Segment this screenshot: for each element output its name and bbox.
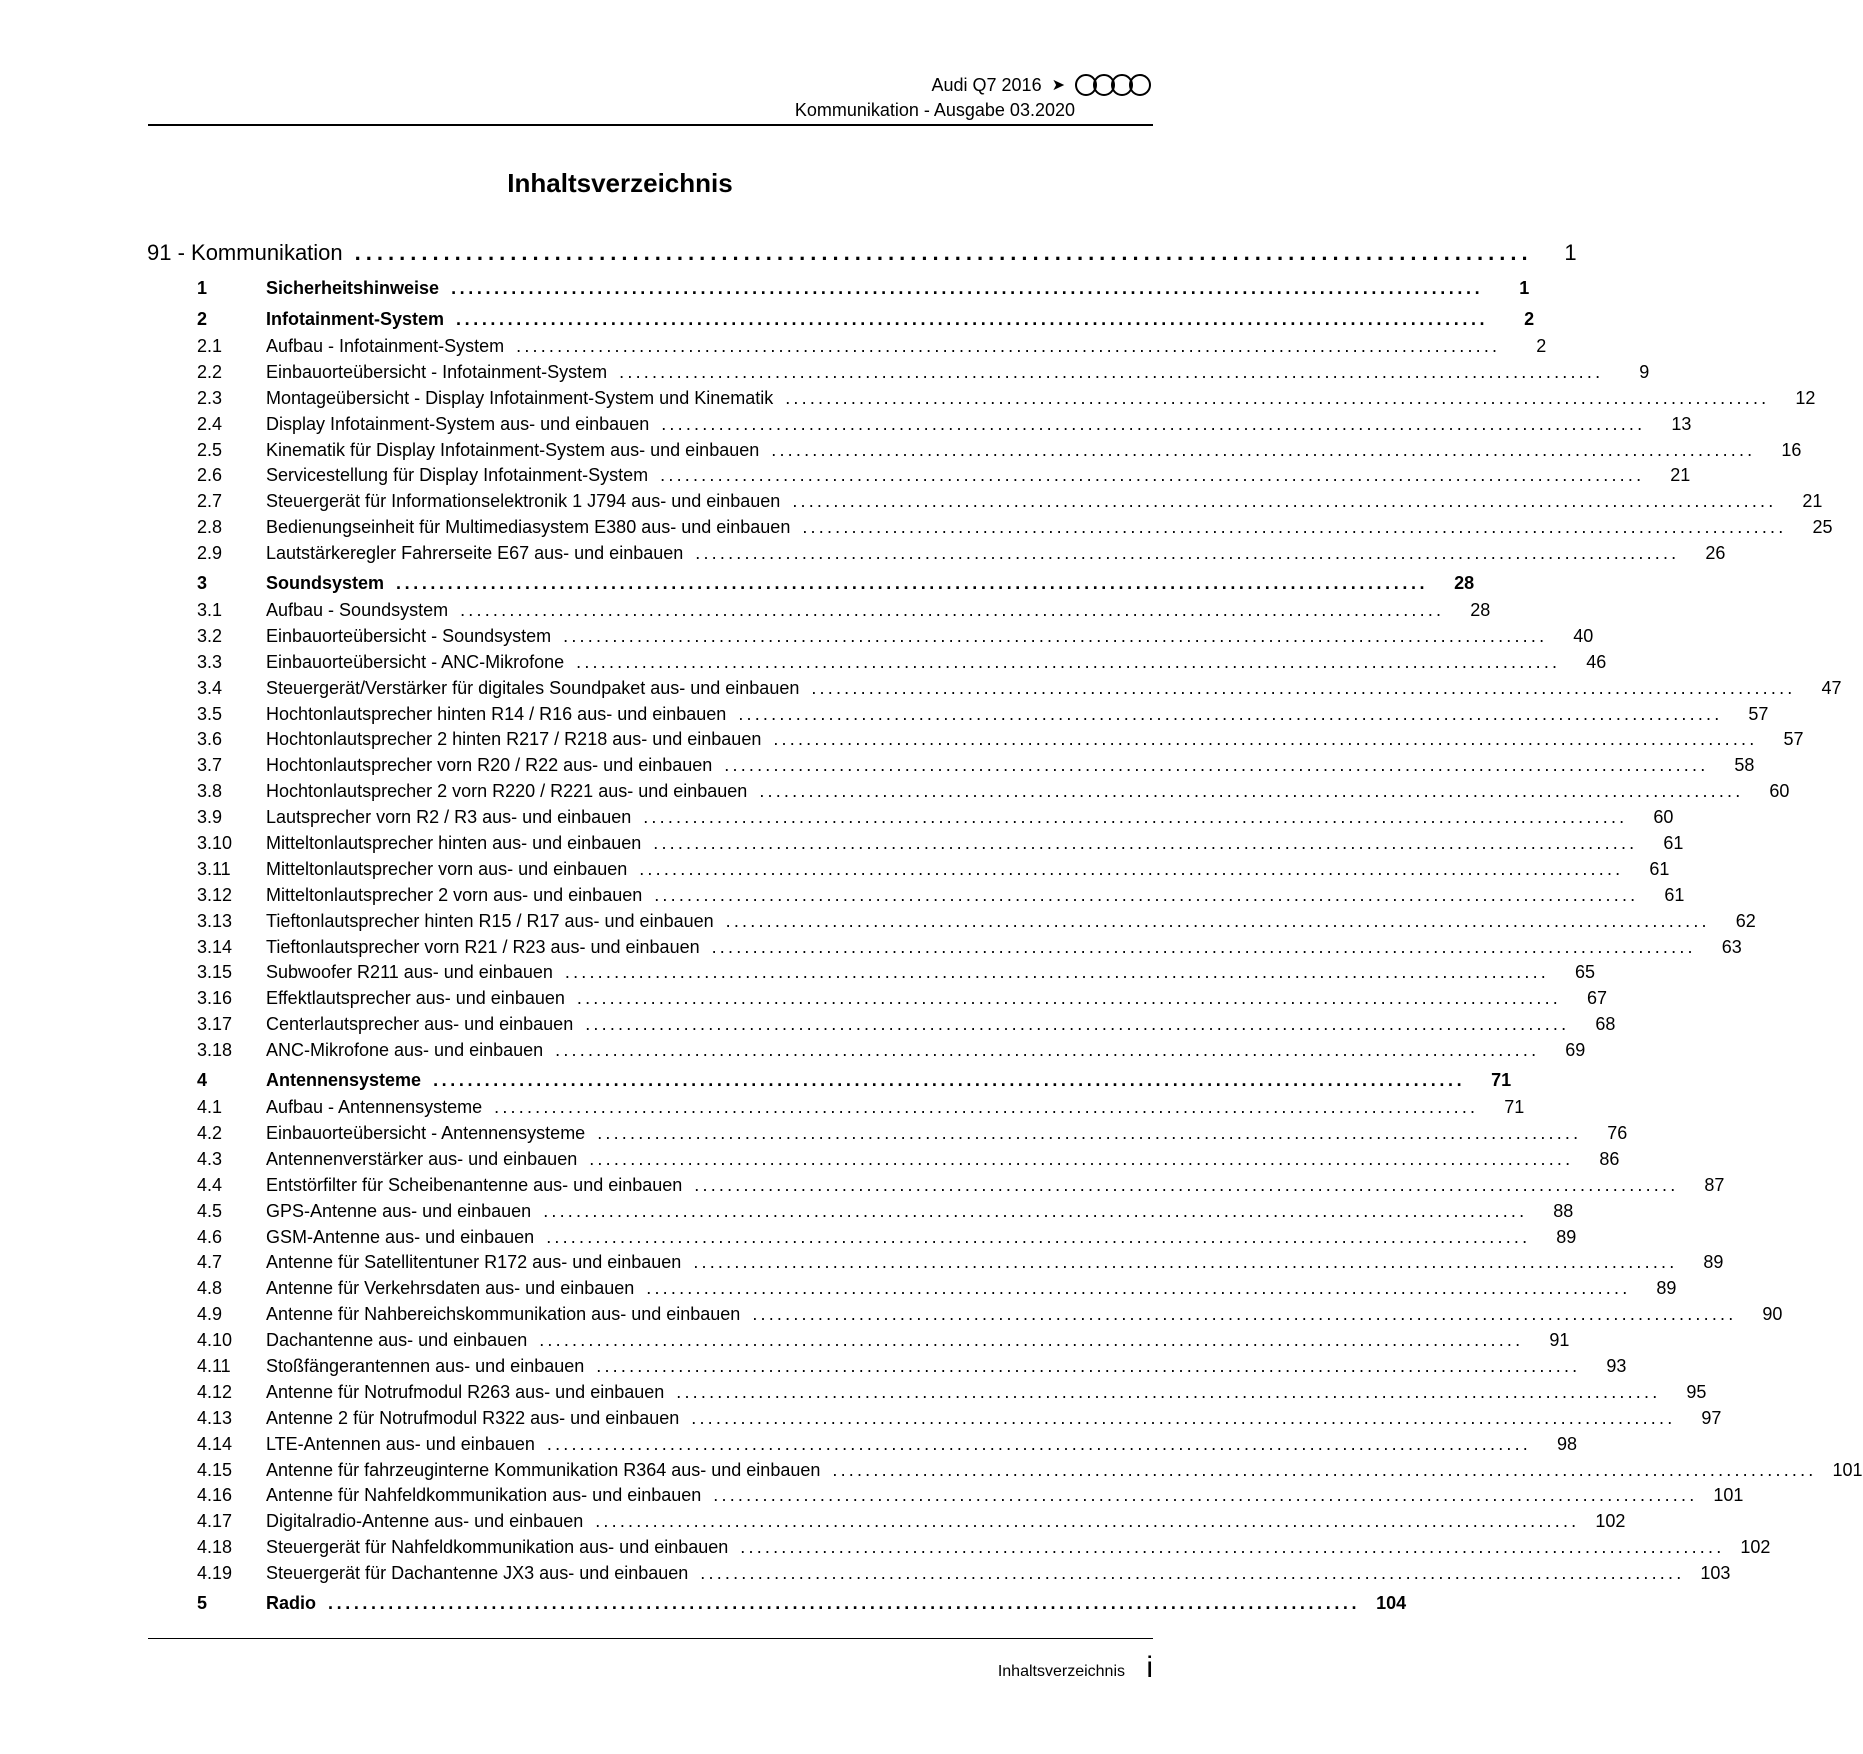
- toc-subsection-row[interactable]: [147, 1563, 1731, 1589]
- toc-leader-dots: ........................................................................................................................: [711, 936, 1696, 957]
- toc-entry-page: 102: [1595, 1511, 1626, 1532]
- toc-entry-number: 3.10: [197, 833, 233, 854]
- toc-entry-number: 3.15: [197, 962, 233, 983]
- toc-subsection-row[interactable]: [147, 884, 1685, 911]
- toc-entry-label: Montageübersicht - Display Infotainment-System und Kinematik: [266, 387, 774, 408]
- toc-entry-page: 61: [1663, 833, 1684, 854]
- toc-leader-dots: ........................................................................................................................: [516, 336, 1501, 356]
- toc-leader-dots: ........................................................................................................................: [646, 1278, 1631, 1299]
- audi-rings-logo-icon: [1075, 74, 1153, 96]
- toc-entry-page: 58: [1734, 755, 1755, 776]
- toc-entry-number: 4.3: [197, 1148, 223, 1169]
- toc-entry-page: 26: [1705, 543, 1726, 564]
- toc-leader-dots: ........................................................................................................................: [596, 1355, 1581, 1376]
- toc-entry-page: 62: [1735, 910, 1756, 931]
- toc-leader-dots: ........................................................................................................................: [643, 807, 1628, 828]
- toc-entry-page: 13: [1671, 413, 1692, 434]
- toc-subsection-row[interactable]: [147, 361, 1650, 388]
- toc-entry-number: 5: [197, 1592, 208, 1613]
- toc-entry-page: 16: [1781, 439, 1802, 460]
- toc-entry-label: Mitteltonlautsprecher vorn aus- und einbauen: [266, 858, 628, 879]
- toc-leader-dots: ........................................................................................................................: [752, 1304, 1737, 1325]
- toc-leader-dots: ........................................................................................................................: [738, 703, 1723, 724]
- toc-leader-dots: ........................................................................................................................: [773, 729, 1758, 750]
- toc-leader-dots: ........................................................................................................................: [546, 1226, 1531, 1247]
- toc-entry-page: 60: [1769, 781, 1790, 802]
- page-title: Inhaltsverzeichnis: [507, 168, 733, 198]
- toc-leader-dots: ........................................................................................................................: [654, 884, 1639, 905]
- toc-subsection-row[interactable]: [147, 833, 1684, 859]
- toc-entry-page: 69: [1565, 1040, 1586, 1061]
- toc-leader-dots: ........................................................................................................................: [785, 387, 1770, 408]
- toc-entry-label: Antenne für Notrufmodul R263 aus- und einbauen: [266, 1381, 665, 1402]
- toc-subsection-row[interactable]: [147, 962, 1595, 988]
- toc-entry-number: 2.3: [197, 387, 223, 408]
- toc-subsection-row[interactable]: [147, 387, 1816, 414]
- toc-entry-number: 1: [197, 278, 208, 298]
- toc-entry-label: Antennensysteme: [266, 1070, 422, 1091]
- toc-entry-label: Kinematik für Display Infotainment-System aus- und einbauen: [266, 439, 760, 460]
- toc-leader-dots: ........................................................................................................................: [589, 1148, 1574, 1169]
- toc-entry-page: 57: [1748, 703, 1769, 724]
- toc-entry-label: Lautstärkeregler Fahrerseite E67 aus- und einbauen: [266, 543, 684, 564]
- toc-leader-dots: ........................................................................................................................: [811, 677, 1796, 698]
- toc-subsection-row[interactable]: [147, 807, 1674, 833]
- toc-subsection-row[interactable]: [147, 1355, 1627, 1382]
- toc-subsection-row[interactable]: [147, 910, 1756, 937]
- toc-subsection-row[interactable]: [147, 439, 1802, 466]
- toc-entry-label: Sicherheitshinweise: [266, 278, 440, 298]
- toc-entry-label: Antennenverstärker aus- und einbauen: [266, 1148, 578, 1169]
- toc-entry-label: Stoßfängerantennen aus- und einbauen: [266, 1355, 585, 1376]
- toc-section-row[interactable]: [147, 305, 1535, 336]
- toc-entry-label: Aufbau - Infotainment-System: [266, 336, 505, 356]
- toc-entry-page: 103: [1700, 1563, 1731, 1584]
- toc-entry-page: 28: [1454, 573, 1475, 594]
- toc-subsection-row[interactable]: [147, 858, 1670, 885]
- toc-subsection-row[interactable]: [147, 1122, 1628, 1149]
- toc-subsection-row[interactable]: [147, 1097, 1525, 1123]
- toc-section-row[interactable]: [147, 1589, 1407, 1620]
- toc-entry-page: 89: [1703, 1252, 1724, 1273]
- toc-entry-number: 2.2: [197, 361, 223, 382]
- toc-leader-dots: ........................................................................................................................: [771, 439, 1756, 460]
- toc-entry-number: 4.10: [197, 1330, 233, 1351]
- toc-entry-label: Antenne für fahrzeuginterne Kommunikation R364 aus- und einbauen: [266, 1459, 821, 1480]
- toc-entry-number: 3.3: [197, 651, 223, 672]
- toc-subsection-row[interactable]: [147, 1040, 1586, 1066]
- toc-entry-page: 68: [1595, 1014, 1616, 1035]
- toc-subsection-row[interactable]: [147, 1252, 1724, 1278]
- toc-leader-dots: ........................................................................................................................: [832, 1459, 1817, 1480]
- toc-entry-page: 95: [1686, 1381, 1707, 1402]
- toc-leader-dots: ........................................................................................................................: [693, 1252, 1678, 1273]
- toc-entry-page: 1: [1519, 278, 1530, 298]
- toc-leader-dots: ........................................................................................................................: [661, 413, 1646, 434]
- toc-subsection-row[interactable]: [147, 936, 1742, 963]
- toc-entry-label: ANC-Mikrofone aus- und einbauen: [266, 1040, 544, 1061]
- toc-entry-number: 3.18: [197, 1040, 233, 1061]
- toc-entry-label: Antenne für Nahfeldkommunikation aus- und einbauen: [266, 1485, 702, 1506]
- toc-entry-number: 3.1: [197, 600, 223, 621]
- toc-entry-page: 9: [1639, 361, 1650, 382]
- toc-entry-page: 21: [1802, 491, 1823, 512]
- toc-entry-label: Steuergerät für Dachantenne JX3 aus- und einbauen: [266, 1563, 689, 1584]
- toc-entry-page: 63: [1721, 936, 1742, 957]
- toc-entry-page: 2: [1536, 336, 1547, 356]
- toc-entry-page: 57: [1783, 729, 1804, 750]
- toc-subsection-row[interactable]: [147, 1485, 1744, 1511]
- toc-subsection-row[interactable]: [147, 1407, 1722, 1434]
- toc-section-row[interactable]: [147, 569, 1475, 600]
- toc-entry-page: 104: [1376, 1592, 1407, 1613]
- toc-leader-dots: ........................................................................................................................: [451, 278, 1484, 298]
- toc-entry-number: 4.12: [197, 1381, 233, 1402]
- toc-entry-label: Servicestellung für Display Infotainment-System: [266, 465, 649, 486]
- toc-subsection-row[interactable]: [147, 517, 1833, 543]
- page-header: [148, 68, 1153, 126]
- toc-subsection-row[interactable]: [147, 1511, 1626, 1537]
- toc-entry-number: 4.13: [197, 1407, 233, 1428]
- toc-entry-label: Soundsystem: [266, 573, 385, 594]
- toc-entry-number: 2.4: [197, 413, 223, 434]
- toc-entry-label: Aufbau - Antennensysteme: [266, 1097, 483, 1118]
- toc-subsection-row[interactable]: [147, 1304, 1783, 1330]
- toc-leader-dots: ........................................................................................................................: [724, 755, 1709, 776]
- toc-leader-dots: ........................................................................................................................: [456, 309, 1489, 329]
- toc-entry-number: 4.14: [197, 1433, 233, 1454]
- toc-entry-number: 3.12: [197, 884, 233, 905]
- toc-entry-page: 65: [1574, 962, 1595, 983]
- page-footer: [148, 1638, 1153, 1684]
- toc-leader-dots: ........................................................................................................................: [585, 1014, 1570, 1035]
- toc-entries: [147, 274, 1863, 1620]
- toc-entry-page: 98: [1556, 1433, 1577, 1454]
- toc-chapter-page: 1: [1564, 240, 1577, 265]
- toc-subsection-row[interactable]: [147, 1226, 1577, 1253]
- toc-leader-dots: ........................................................................................................................: [691, 1407, 1676, 1428]
- toc-entry-label: Subwoofer R211 aus- und einbauen: [266, 962, 553, 983]
- toc-leader-dots: ........................................................................................................................: [576, 988, 1561, 1009]
- toc-entry-label: Mitteltonlautsprecher hinten aus- und einbauen: [266, 833, 642, 854]
- toc-entry-label: Effektlautsprecher aus- und einbauen: [266, 988, 565, 1009]
- toc-entry-number: 4.17: [197, 1511, 233, 1532]
- toc-entry-number: 4.4: [197, 1174, 223, 1195]
- toc-entry-label: Tieftonlautsprecher hinten R15 / R17 aus- und einbauen: [266, 910, 714, 931]
- toc-entry-label: Einbauorteübersicht - Infotainment-System: [266, 361, 608, 382]
- toc-entry-number: 3.5: [197, 703, 223, 724]
- toc-subsection-row[interactable]: [147, 1537, 1771, 1563]
- toc-entry-page: 76: [1607, 1122, 1628, 1143]
- toc-leader-dots: ........................................................................................................................: [713, 1485, 1698, 1506]
- toc-subsection-row[interactable]: [147, 651, 1607, 678]
- toc-entry-number: 3.13: [197, 910, 233, 931]
- toc-leader-dots: ........................................................................................................................: [639, 858, 1624, 879]
- toc-entry-page: 102: [1740, 1537, 1771, 1558]
- toc-leader-dots: ........................................................................................................................: [695, 543, 1680, 564]
- toc-entry-number: 4.8: [197, 1278, 223, 1299]
- toc-entry-number: 4.5: [197, 1200, 223, 1221]
- toc-entry-label: GSM-Antenne aus- und einbauen: [266, 1226, 535, 1247]
- toc-entry-number: 3.2: [197, 625, 223, 646]
- toc-entry-number: 4.15: [197, 1459, 233, 1480]
- toc-entry-number: 2.9: [197, 543, 223, 564]
- toc-entry-label: GPS-Antenne aus- und einbauen: [266, 1200, 532, 1221]
- toc-entry-page: 101: [1832, 1459, 1863, 1480]
- toc-entry-number: 3.4: [197, 677, 223, 698]
- toc-entry-label: Hochtonlautsprecher vorn R20 / R22 aus- und einbauen: [266, 755, 713, 776]
- toc-subsection-row[interactable]: [147, 600, 1491, 626]
- toc-subsection-row[interactable]: [147, 1330, 1570, 1356]
- toc-entry-page: 97: [1701, 1407, 1722, 1428]
- toc-entry-page: 86: [1599, 1148, 1620, 1169]
- toc-entry-number: 4.2: [197, 1122, 223, 1143]
- toc-entry-label: Antenne 2 für Notrufmodul R322 aus- und einbauen: [266, 1407, 680, 1428]
- toc-leader-dots: ........................................................................................................................: [740, 1537, 1725, 1558]
- toc-entry-page: 87: [1704, 1174, 1725, 1195]
- toc-subsection-row[interactable]: [147, 491, 1823, 517]
- toc-subsection-row[interactable]: [147, 625, 1594, 652]
- toc-entry-page: 90: [1762, 1304, 1783, 1325]
- toc-entry-label: Einbauorteübersicht - ANC-Mikrofone: [266, 651, 565, 672]
- toc-entry-page: 101: [1713, 1485, 1744, 1506]
- toc-subsection-row[interactable]: [147, 1148, 1620, 1175]
- toc-entry-label: Dachantenne aus- und einbauen: [266, 1330, 528, 1351]
- toc-entry-label: Antenne für Nahbereichskommunikation aus- und einbauen: [266, 1304, 741, 1325]
- toc-entry-label: Steuergerät für Nahfeldkommunikation aus- und einbauen: [266, 1537, 729, 1558]
- toc-entry-label: LTE-Antennen aus- und einbauen: [266, 1433, 535, 1454]
- toc-entry-number: 4.6: [197, 1226, 223, 1247]
- toc-leader-dots: ........................................................................................................................: [494, 1097, 1479, 1118]
- toc-subsection-row[interactable]: [147, 413, 1692, 440]
- toc-entry-page: 67: [1586, 988, 1607, 1009]
- toc-entry-number: 3.17: [197, 1014, 233, 1035]
- toc-leader-dots: ........................................................................................................................: [653, 833, 1638, 854]
- toc-subsection-row[interactable]: [147, 1200, 1574, 1227]
- toc-entry-page: 89: [1656, 1278, 1677, 1299]
- toc-entry-number: 3.16: [197, 988, 233, 1009]
- toc-entry-label: Einbauorteübersicht - Antennensysteme: [266, 1122, 586, 1143]
- toc-entry-number: 3.6: [197, 729, 223, 750]
- toc-subsection-row[interactable]: [147, 781, 1790, 807]
- toc-entry-number: 2.8: [197, 517, 223, 538]
- toc-subsection-row[interactable]: [147, 1014, 1616, 1040]
- toc-entry-number: 4: [197, 1070, 208, 1091]
- toc-entry-number: 4.7: [197, 1252, 223, 1273]
- toc-entry-page: 40: [1573, 625, 1594, 646]
- toc-subsection-row[interactable]: [147, 336, 1547, 362]
- toc-entry-page: 12: [1795, 387, 1816, 408]
- toc-subsection-row[interactable]: [147, 1174, 1725, 1201]
- toc-leader-dots: ........................................................................................................................: [543, 1200, 1528, 1221]
- toc-entry-page: 2: [1524, 309, 1535, 329]
- toc-entry-page: 91: [1549, 1330, 1570, 1351]
- toc-entry-label: Infotainment-System: [266, 309, 445, 329]
- toc-subsection-row[interactable]: [147, 543, 1726, 569]
- toc-entry-number: 4.18: [197, 1537, 233, 1558]
- toc-entry-page: 89: [1556, 1226, 1577, 1247]
- toc-entry-number: 2: [197, 309, 208, 329]
- toc-entry-number: 3.11: [197, 858, 231, 879]
- toc-subsection-row[interactable]: [147, 988, 1607, 1014]
- header-model-line: [932, 74, 1154, 96]
- toc-chapter-row[interactable]: [147, 240, 1577, 274]
- toc-leader-dots: ........................................................................................................................: [555, 1040, 1540, 1061]
- toc-leader-dots: ........................................................................................................................: [328, 1592, 1361, 1613]
- toc-entry-number: 3: [197, 573, 208, 594]
- toc-entry-label: Hochtonlautsprecher hinten R14 / R16 aus- und einbauen: [266, 703, 727, 724]
- toc-entry-page: 71: [1491, 1070, 1512, 1091]
- toc-leader-dots: ........................................................................................................................: [802, 517, 1787, 538]
- toc-entry-label: Hochtonlautsprecher 2 vorn R220 / R221 aus- und einbauen: [266, 781, 748, 802]
- toc-entry-number: 3.7: [197, 755, 223, 776]
- toc-subsection-row[interactable]: [147, 729, 1804, 755]
- toc-leader-dots: ........................................................................................................................: [460, 600, 1445, 621]
- toc-leader-dots: ........................................................................................................................: [563, 625, 1548, 646]
- toc-chapter-label: 91 - Kommunikation: [147, 240, 343, 265]
- footer-label: Inhaltsverzeichnis: [997, 1663, 1125, 1680]
- toc-entry-number: 2.7: [197, 491, 223, 512]
- toc-entry-number: 4.19: [197, 1563, 233, 1584]
- toc-subsection-row[interactable]: [147, 755, 1755, 781]
- toc-entry-number: 3.9: [197, 807, 223, 828]
- toc-leader-dots: ........................................................................................................................: [660, 465, 1645, 486]
- toc-entry-label: Display Infotainment-System aus- und einbauen: [266, 413, 650, 434]
- toc-entry-number: 3.8: [197, 781, 223, 802]
- toc-leader-dots: ..........................................................................................................: [354, 240, 1533, 265]
- toc-subsection-row[interactable]: [147, 677, 1842, 704]
- toc-entry-label: Entstörfilter für Scheibenantenne aus- und einbauen: [266, 1174, 683, 1195]
- toc-entry-label: Digitalradio-Antenne aus- und einbauen: [266, 1511, 584, 1532]
- toc-section-row[interactable]: [147, 274, 1530, 305]
- toc-entry-page: 88: [1553, 1200, 1574, 1221]
- toc-entry-page: 61: [1664, 884, 1685, 905]
- toc-entry-label: Hochtonlautsprecher 2 hinten R217 / R218 aus- und einbauen: [266, 729, 762, 750]
- toc-entry-number: 3.14: [197, 936, 233, 957]
- toc-entry-number: 2.5: [197, 439, 223, 460]
- toc-subsection-row[interactable]: [147, 1381, 1707, 1408]
- toc-entry-label: Centerlautsprecher aus- und einbauen: [266, 1014, 574, 1035]
- toc-entry-number: 4.11: [197, 1355, 231, 1376]
- toc-leader-dots: ........................................................................................................................: [676, 1381, 1661, 1402]
- toc-entry-page: 60: [1653, 807, 1674, 828]
- toc-entry-number: 2.1: [197, 336, 223, 356]
- toc-entry-page: 21: [1670, 465, 1691, 486]
- toc-entry-label: Tieftonlautsprecher vorn R21 / R23 aus- und einbauen: [266, 936, 700, 957]
- toc-entry-number: 4.9: [197, 1304, 223, 1325]
- toc-entry-label: Steuergerät für Informationselektronik 1 J794 aus- und einbauen: [266, 491, 781, 512]
- toc-entry-page: 93: [1606, 1355, 1627, 1376]
- footer-page-number: i: [1146, 1651, 1153, 1684]
- toc-entry-label: Einbauorteübersicht - Soundsystem: [266, 625, 552, 646]
- toc-leader-dots: ........................................................................................................................: [725, 910, 1710, 931]
- header-subtitle: Kommunikation - Ausgabe 03.2020: [794, 100, 1075, 120]
- toc-subsection-row[interactable]: [147, 1278, 1677, 1304]
- toc-subsection-row[interactable]: [147, 1459, 1863, 1486]
- table-of-contents: [147, 240, 1863, 1620]
- arrow-icon: ➤: [1051, 77, 1065, 94]
- toc-entry-page: 28: [1470, 600, 1491, 621]
- toc-entry-number: 4.1: [197, 1097, 223, 1118]
- toc-entry-label: Lautsprecher vorn R2 / R3 aus- und einbauen: [266, 807, 632, 828]
- header-model: Audi Q7 2016: [931, 74, 1042, 95]
- toc-entry-page: 25: [1812, 517, 1833, 538]
- toc-entry-label: Radio: [266, 1592, 317, 1613]
- toc-entry-label: Aufbau - Soundsystem: [266, 600, 449, 621]
- toc-leader-dots: ........................................................................................................................: [546, 1433, 1531, 1454]
- toc-leader-dots: ........................................................................................................................: [619, 361, 1604, 382]
- toc-leader-dots: ........................................................................................................................: [792, 491, 1777, 512]
- toc-leader-dots: ........................................................................................................................: [539, 1330, 1524, 1351]
- toc-leader-dots: ........................................................................................................................: [700, 1563, 1685, 1584]
- toc-entry-page: 61: [1649, 858, 1670, 879]
- toc-entry-number: 2.6: [197, 465, 223, 486]
- toc-entry-label: Bedienungseinheit für Multimediasystem E380 aus- und einbauen: [266, 517, 791, 538]
- toc-entry-label: Mitteltonlautsprecher 2 vorn aus- und einbauen: [266, 884, 643, 905]
- toc-subsection-row[interactable]: [147, 1433, 1577, 1460]
- toc-leader-dots: ........................................................................................................................: [595, 1511, 1580, 1532]
- toc-entry-number: 4.16: [197, 1485, 233, 1506]
- toc-section-row[interactable]: [147, 1066, 1512, 1097]
- toc-entry-label: Antenne für Satellitentuner R172 aus- und einbauen: [266, 1252, 682, 1273]
- toc-entry-page: 47: [1821, 677, 1842, 698]
- toc-subsection-row[interactable]: [147, 703, 1769, 730]
- toc-leader-dots: ........................................................................................................................: [396, 573, 1429, 594]
- toc-leader-dots: ........................................................................................................................: [576, 651, 1561, 672]
- toc-entry-page: 71: [1504, 1097, 1525, 1118]
- toc-leader-dots: ........................................................................................................................: [759, 781, 1744, 802]
- toc-entry-page: 46: [1586, 651, 1607, 672]
- toc-subsection-row[interactable]: [147, 465, 1691, 491]
- toc-leader-dots: ........................................................................................................................: [564, 962, 1549, 983]
- toc-leader-dots: ........................................................................................................................: [597, 1122, 1582, 1143]
- toc-leader-dots: ........................................................................................................................: [433, 1070, 1466, 1091]
- toc-entry-label: Steuergerät/Verstärker für digitales Soundpaket aus- und einbauen: [266, 677, 800, 698]
- toc-leader-dots: ........................................................................................................................: [694, 1174, 1679, 1195]
- toc-entry-label: Antenne für Verkehrsdaten aus- und einbauen: [266, 1278, 635, 1299]
